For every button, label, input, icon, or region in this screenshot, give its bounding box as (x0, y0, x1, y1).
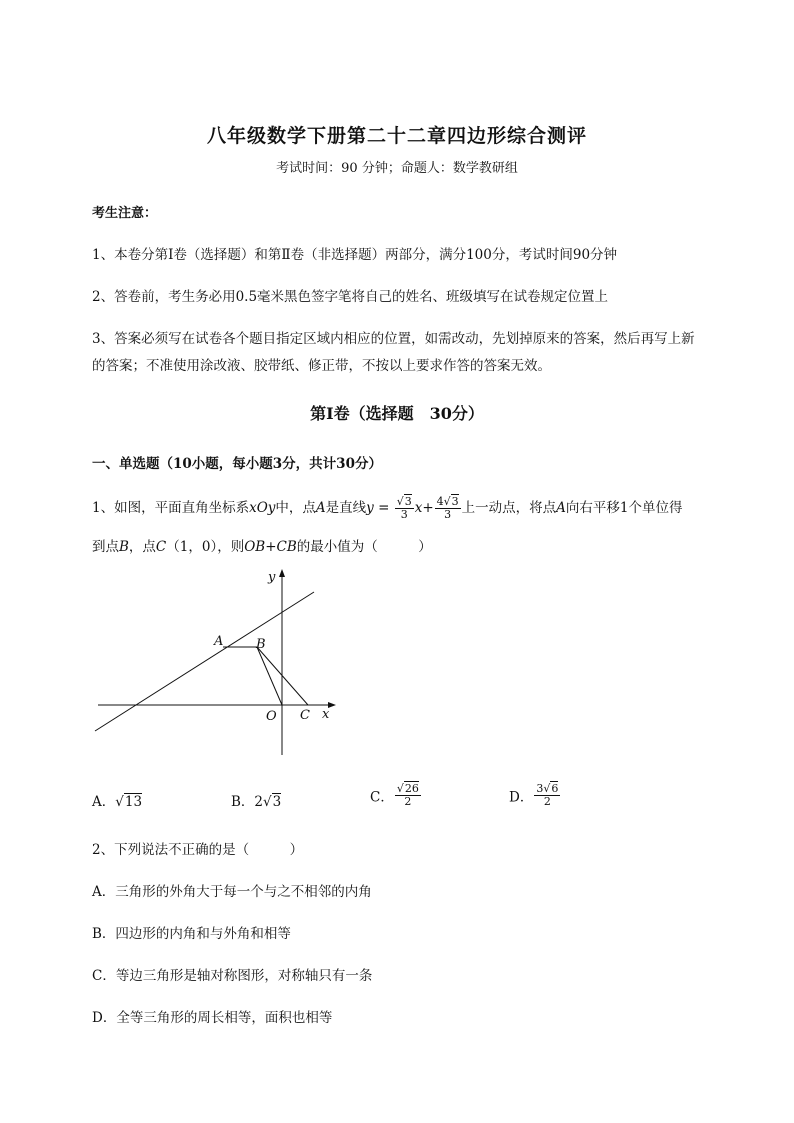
segment-bo (257, 647, 282, 705)
label-c: C (300, 708, 310, 723)
part-title: 一、单选题（10小题，每小题3分，共计30分） (92, 456, 382, 472)
y-axis-arrow (279, 569, 285, 577)
notice-item-1: 1、本卷分第Ⅰ卷（选择题）和第Ⅱ卷（非选择题）两部分，满分100分，考试时间90分钟 (92, 247, 618, 263)
section-title: 第Ⅰ卷（选择题 30分） (310, 404, 484, 423)
fraction-sqrt3-over-3: $\frac{√3}{3}$ (396, 495, 412, 521)
question-1-line-1: 1、如图，平面直角坐标系xOy中，点A是直线y = $\frac{√3}{3}$ x+ $\frac{4√3}{3}$ 上一动点，将点A向右平移1个单位得 (92, 495, 683, 521)
exam-info: 考试时间：90 分钟；命题人：数学教研组 (276, 161, 518, 176)
label-o: O (266, 709, 277, 724)
label-b: B (256, 637, 266, 652)
q2-option-c[interactable]: C．等边三角形是轴对称图形，对称轴只有一条 (92, 968, 373, 984)
notice-item-2: 2、答卷前，考生务必用0.5毫米黑色签字笔将自己的姓名、班级填写在试卷规定位置上 (92, 289, 609, 305)
line-l (95, 592, 314, 731)
label-a: A (214, 634, 224, 649)
q1-option-a[interactable]: A．√13 (92, 794, 143, 810)
q2-option-d[interactable]: D．全等三角形的周长相等，面积也相等 (92, 1010, 333, 1026)
notice-item-3: 3、答案必须写在试卷各个题目指定区域内相应的位置，如需改动，先划掉原来的答案，然后再写上新 (92, 331, 695, 347)
question-1-figure (90, 565, 350, 760)
q1-option-d[interactable]: D． $\frac{3√6}{2}$ (509, 782, 559, 808)
q2-option-a[interactable]: A．三角形的外角大于每一个与之不相邻的内角 (92, 884, 372, 900)
question-1-line-2: 到点B，点C（1，0），则OB+CB的最小值为（ ） (92, 539, 432, 555)
question-2-stem: 2、下列说法不正确的是（ ） (92, 842, 304, 858)
label-y: y (268, 570, 276, 585)
fraction-4sqrt3-over-3: $\frac{4√3}{3}$ (436, 495, 459, 521)
q1-option-b[interactable]: B．2√3 (231, 794, 282, 810)
page-title: 八年级数学下册第二十二章四边形综合测评 (206, 125, 587, 147)
notice-label: 考生注意： (92, 206, 158, 221)
label-x: x (322, 707, 330, 722)
q1-option-c[interactable]: C． $\frac{√26}{2}$ (370, 782, 419, 808)
notice-item-3-cont: 的答案；不准使用涂改液、胶带纸、修正带，不按以上要求作答的答案无效。 (92, 358, 551, 374)
q2-option-b[interactable]: B．四边形的内角和与外角和相等 (92, 926, 291, 942)
